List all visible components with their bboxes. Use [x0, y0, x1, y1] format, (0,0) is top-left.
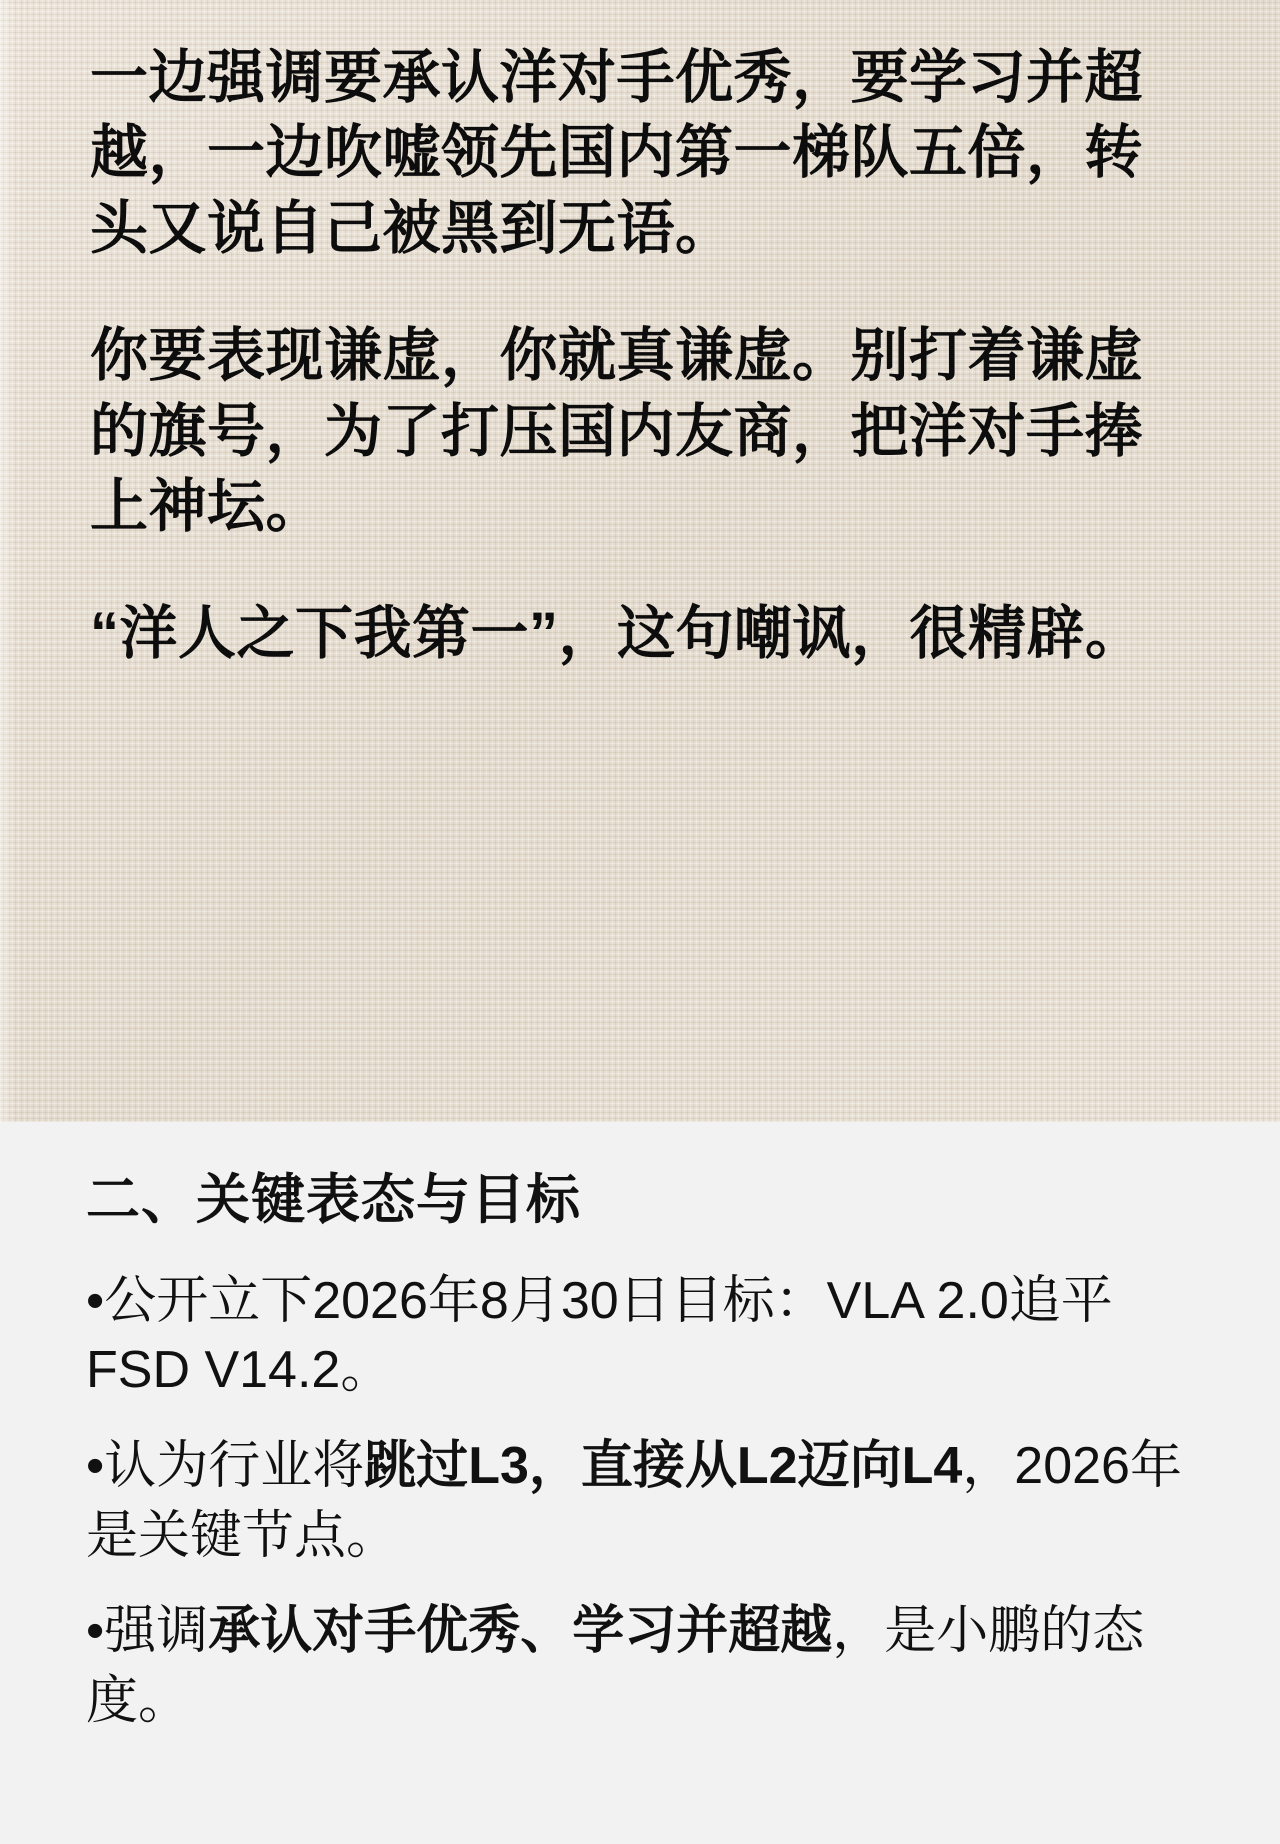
bullet-marker-3: •	[86, 1602, 105, 1661]
bullet-text-3a: 强调	[104, 1602, 209, 1661]
commentary-paragraph-3: “洋人之下我第一”，这句嘲讽，很精辟。	[90, 601, 1144, 667]
bullet-text-2a: 认为行业将	[104, 1437, 365, 1496]
bullet-text-1: 公开立下2026年8月30日目标：VLA 2.0追平FSD V14.2。	[86, 1271, 1113, 1400]
bullet-text-3b-emphasis: 承认对手优秀、学习并超越	[208, 1602, 833, 1661]
bullet-text-3c: ，是小鹏的态度。	[86, 1602, 1145, 1731]
summary-panel	[0, 1122, 1280, 1844]
summary-bullet-3	[86, 1597, 1194, 1736]
summary-bullet-2	[86, 1432, 1194, 1571]
summary-bullet-1	[86, 1267, 1194, 1406]
bullet-marker-1: •	[86, 1271, 105, 1330]
commentary-paragraph-2: 你要表现谦虚，你就真谦虚。别打着谦虚的旗号，为了打压国内友商，把洋对手捧上神坛。	[90, 323, 1144, 539]
bullet-marker-2: •	[86, 1437, 105, 1496]
commentary-paragraph-1: 一边强调要承认洋对手优秀，要学习并超越，一边吹嘘领先国内第一梯队五倍，转头又说自己被黑到无语。	[90, 45, 1144, 261]
bullet-text-2c: ，2026年是关键节点。	[86, 1437, 1182, 1565]
summary-heading: 二、关键表态与目标	[86, 1170, 581, 1230]
bullet-text-2b-emphasis: 跳过L3，直接从L2迈向L4	[364, 1437, 963, 1496]
